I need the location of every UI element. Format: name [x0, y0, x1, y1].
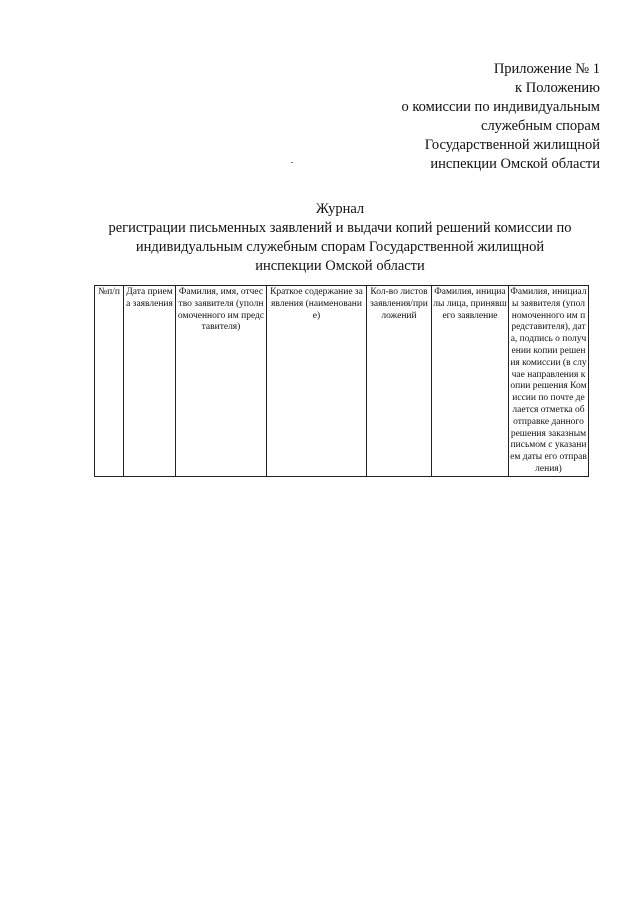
column-header-receipt: Фамилия, инициалы заявителя (уполномоченного им представителя), дата, подпись о получении копии решения комиссии (в случае направления копии решения Комиссии по почте делается отметка об отправке данного решения заказным письмом с указанием даты его отправления)	[509, 286, 589, 477]
column-header-applicant-name: Фамилия, имя, отчество заявителя (уполномоченного им представителя)	[176, 286, 267, 477]
column-header-sheet-count: Кол-во листов заявления/приложений	[367, 286, 432, 477]
column-header-number: №п/п	[95, 286, 124, 477]
scan-speck	[291, 162, 293, 163]
appendix-line: Государственной жилищной	[424, 137, 600, 153]
title-line: индивидуальным служебным спорам Государственной жилищной	[135, 239, 545, 255]
appendix-line: к Положению	[515, 80, 600, 96]
appendix-line: служебным спорам	[481, 118, 600, 134]
title-line: регистрации письменных заявлений и выдачи копий решений комиссии по	[108, 220, 572, 236]
journal-table	[94, 285, 589, 477]
appendix-line: инспекции Омской области	[430, 156, 600, 172]
table-header-row	[95, 286, 589, 477]
appendix-reference	[320, 60, 600, 174]
title-line: инспекции Омской области	[255, 258, 425, 274]
appendix-line: Приложение № 1	[493, 61, 600, 77]
column-header-receiver: Фамилия, инициалы лица, принявшего заявление	[432, 286, 509, 477]
column-header-date: Дата приема заявления	[124, 286, 176, 477]
appendix-line: о комиссии по индивидуальным	[401, 99, 600, 115]
title-heading: Журнал	[315, 201, 365, 217]
column-header-summary: Краткое содержание заявления (наименование)	[267, 286, 367, 477]
document-title	[90, 200, 590, 276]
